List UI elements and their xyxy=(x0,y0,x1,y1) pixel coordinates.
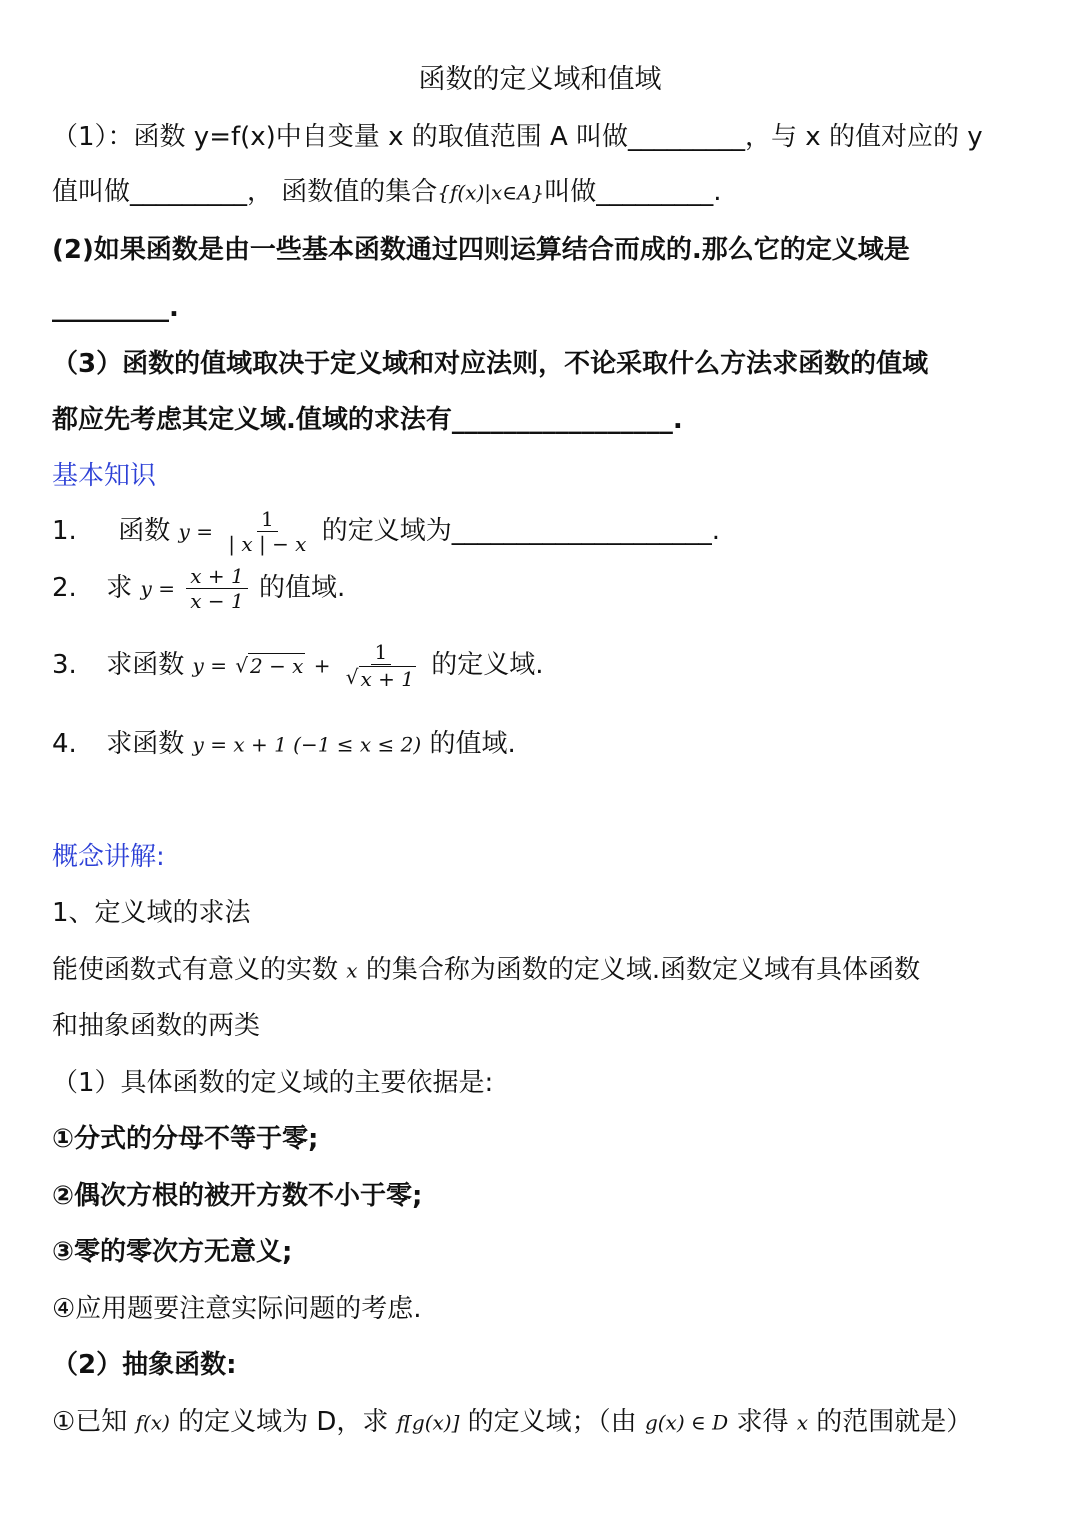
paragraph-text: 能使函数式有意义的实数 xyxy=(52,955,339,985)
sqrt-sign: √ xyxy=(345,665,359,690)
math-variable: x xyxy=(346,958,358,983)
rule-1: ①分式的分母不等于零; xyxy=(52,1124,319,1154)
rule-3: ③零的零次方无意义; xyxy=(52,1237,293,1267)
concept-paragraph-line-1 xyxy=(52,950,1040,991)
fraction-numerator: 1 xyxy=(257,507,278,532)
question-number: 4. xyxy=(52,729,77,759)
subsection-heading: 1、定义域的求法 xyxy=(52,898,251,928)
intro-paragraph-1-line-1: （1）：函数 y=f(x)中自变量 x 的取值范围 A 叫做_________，与 x 的值对应的 y xyxy=(52,122,983,152)
rule-4: ④应用题要注意实际问题的考虑. xyxy=(52,1294,422,1324)
sqrt-sign: √ xyxy=(235,653,248,678)
question-text: 的值域. xyxy=(429,729,516,759)
abstract-rule-1 xyxy=(52,1402,1040,1443)
question-2 xyxy=(52,562,1040,615)
math-gx-in-d: g(x) ∈ D xyxy=(644,1410,729,1435)
sub-heading-1: （1）具体函数的定义域的主要依据是: xyxy=(52,1068,494,1098)
question-number: 2. xyxy=(52,573,77,603)
math-lhs: y = xyxy=(140,576,175,601)
question-number: 1. xyxy=(52,516,77,546)
intro-text: 值叫做_________， 函数值的集合 xyxy=(52,177,438,207)
plus-sign: + xyxy=(313,653,331,678)
rule-text: 的定义域为 D，求 xyxy=(178,1407,389,1437)
concept-paragraph-line-2: 和抽象函数的两类 xyxy=(52,1011,261,1041)
section-heading-basics: 基本知识 xyxy=(52,461,157,491)
fraction-numerator: 1 xyxy=(371,640,392,665)
section-heading-concepts: 概念讲解: xyxy=(52,842,165,872)
fraction-denominator: x − 1 xyxy=(190,589,244,613)
rule-text: ①已知 xyxy=(52,1407,128,1437)
math-expression: y = x + 1 (−1 ≤ x ≤ 2) xyxy=(192,732,422,757)
rule-text: 求得 xyxy=(736,1407,789,1437)
intro-paragraph-1-line-2 xyxy=(52,172,1040,213)
question-4 xyxy=(52,724,1040,765)
rule-text: 的范围就是） xyxy=(816,1407,973,1437)
sub-heading-2: （2）抽象函数: xyxy=(52,1350,237,1380)
math-lhs: y = xyxy=(178,519,213,544)
page-title: 函数的定义域和值域 xyxy=(418,64,662,95)
rule-2: ②偶次方根的被开方数不小于零; xyxy=(52,1181,423,1211)
fraction-denominator: | x | − x xyxy=(228,532,307,556)
math-fgx: f[g(x)] xyxy=(396,1410,460,1435)
math-lhs: y = xyxy=(192,653,227,678)
question-1 xyxy=(52,507,1040,556)
question-3 xyxy=(52,637,1040,694)
question-text: 求函数 xyxy=(106,650,185,680)
math-fx: f(x) xyxy=(135,1410,170,1435)
fraction-denominator xyxy=(342,665,420,691)
intro-paragraph-3-line-1: （3）函数的值域取决于定义域和对应法则，不论采取什么方法求函数的值域 xyxy=(52,349,929,379)
paragraph-text: 的集合称为函数的定义域.函数定义域有具体函数 xyxy=(365,955,921,985)
intro-paragraph-2-line-1: (2)如果函数是由一些基本函数通过四则运算结合而成的.那么它的定义域是 xyxy=(52,235,910,265)
fraction xyxy=(186,564,247,613)
question-text: 求函数 xyxy=(106,729,185,759)
set-expression: {f(x)|x∈A} xyxy=(437,180,545,205)
math-variable: x xyxy=(796,1410,809,1435)
question-text: 函数 xyxy=(118,516,171,546)
question-text: 的定义域. xyxy=(431,650,544,680)
question-text: 的定义域为____________________. xyxy=(321,516,720,546)
fraction xyxy=(224,507,310,556)
question-text: 的值域. xyxy=(258,573,346,603)
fraction xyxy=(342,640,420,691)
intro-text: 叫做_________. xyxy=(544,177,722,207)
rule-text: 的定义域；（由 xyxy=(467,1407,637,1437)
question-number: 3. xyxy=(52,650,77,680)
intro-paragraph-2-line-2: _________. xyxy=(52,293,179,323)
intro-paragraph-3-line-2: 都应先考虑其定义域.值域的求法有_________________. xyxy=(52,405,683,435)
question-text: 求 xyxy=(106,573,133,603)
sqrt-radicand: x + 1 xyxy=(360,666,414,691)
sqrt-radicand: 2 − x xyxy=(249,653,304,678)
fraction-numerator: x + 1 xyxy=(186,564,247,589)
